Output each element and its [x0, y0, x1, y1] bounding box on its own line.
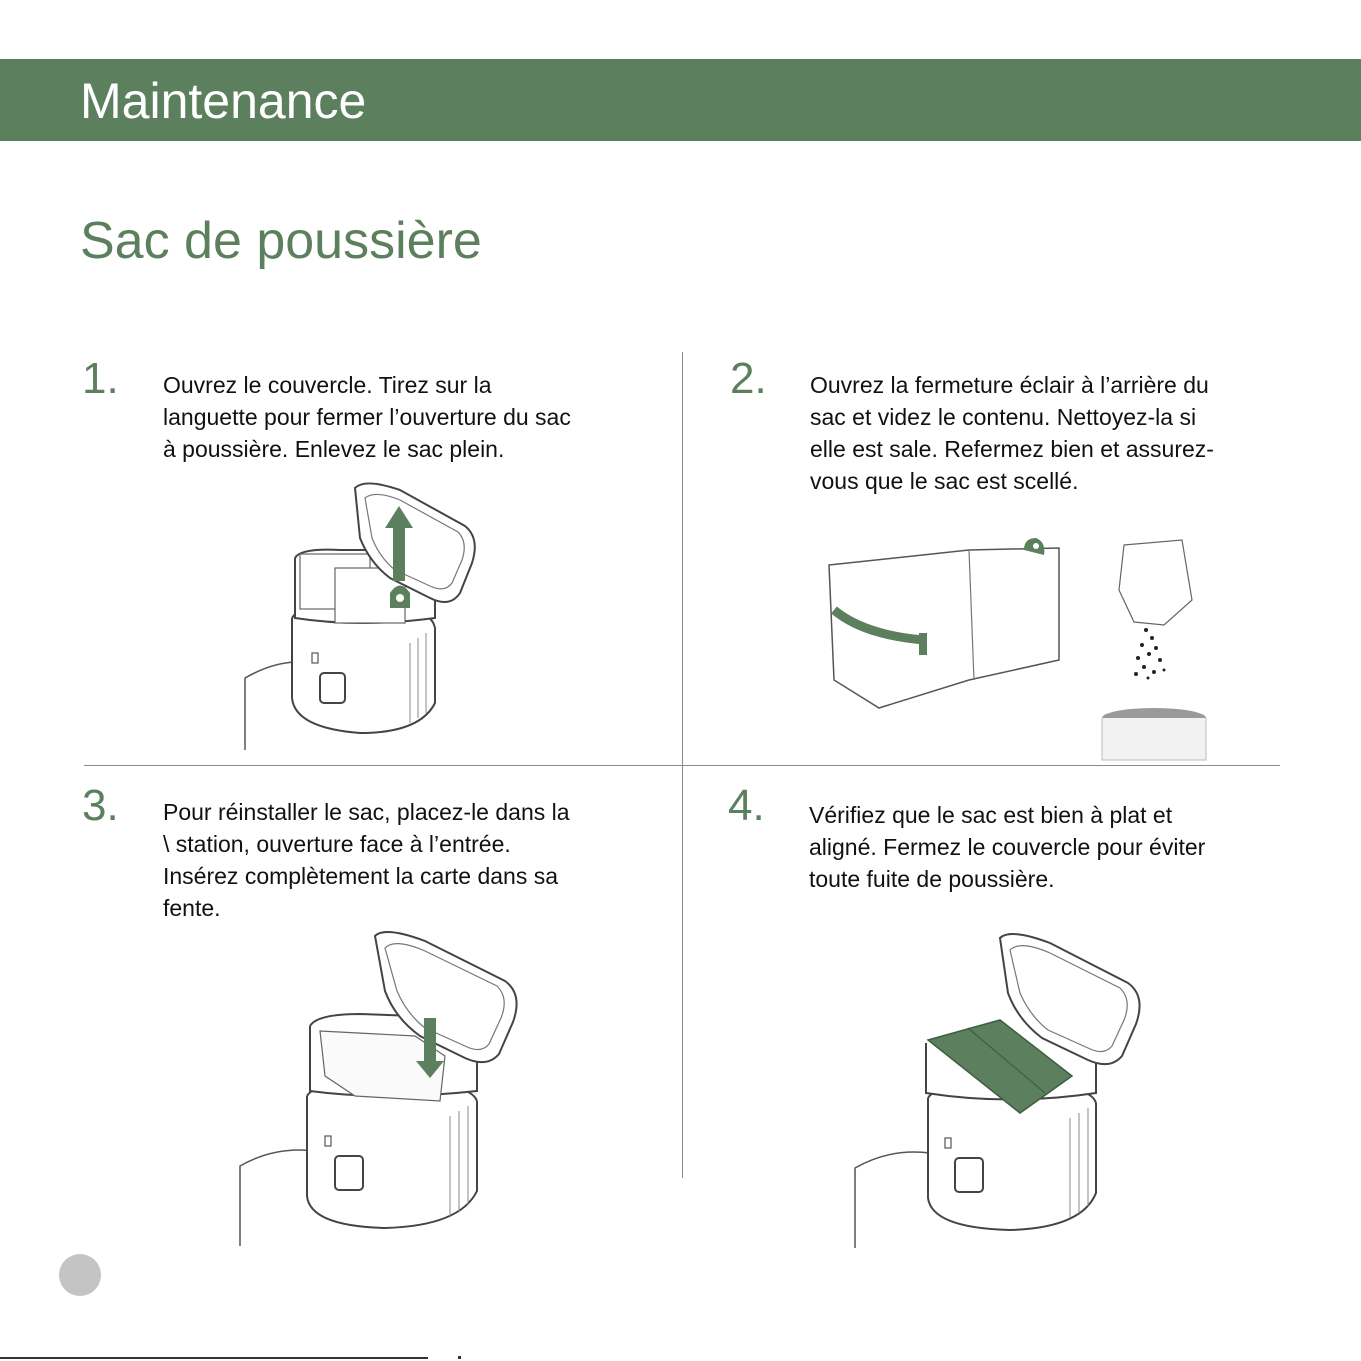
step-2-number: 2.	[730, 354, 767, 403]
step-3-number: 3.	[82, 781, 119, 830]
page-header-title: Maintenance	[80, 73, 367, 129]
step-1-text	[163, 369, 571, 465]
station-bag-flat-illustration	[850, 928, 1148, 1250]
step-4-number: 4.	[728, 781, 765, 830]
station-insert-bag-illustration	[235, 926, 530, 1248]
step-3-text	[163, 796, 570, 924]
step-2-line: vous que le sac est scellé.	[810, 468, 1079, 494]
page-number-dot	[59, 1254, 101, 1296]
step-1-line: languette pour fermer l’ouverture du sac	[163, 404, 571, 430]
step-4-line: aligné. Fermez le couvercle pour éviter	[809, 834, 1206, 860]
step-1-line: à poussière. Enlevez le sac plein.	[163, 436, 505, 462]
section-title: Sac de poussière	[80, 212, 482, 270]
step-2-text	[810, 369, 1214, 497]
step-3-line: Insérez complètement la carte dans sa	[163, 863, 559, 889]
step-4-line: toute fuite de poussière.	[809, 866, 1055, 892]
step-3-line: Pour réinstaller le sac, placez-le dans la	[163, 799, 570, 825]
step-1-number: 1.	[82, 354, 119, 403]
step-3-line: fente.	[163, 895, 221, 921]
step-3-line: \ station, ouverture face à l’entrée.	[163, 831, 511, 857]
step-4-text	[809, 799, 1205, 895]
bag-empty-illustration	[824, 530, 1214, 762]
step-1-line: Ouvrez le couvercle. Tirez sur la	[163, 372, 492, 398]
horizontal-divider	[84, 765, 1280, 766]
step-4-line: Vérifiez que le sac est bien à plat et	[809, 802, 1173, 828]
step-2-line: Ouvrez la fermeture éclair à l’arrière du	[810, 372, 1209, 398]
bottom-tick	[458, 1356, 461, 1359]
station-open-pull-up-illustration	[240, 478, 490, 753]
step-2-line: elle est sale. Refermez bien et assurez-	[810, 436, 1214, 462]
step-2-line: sac et videz le contenu. Nettoyez-la si	[810, 404, 1197, 430]
bottom-rule	[0, 1357, 428, 1359]
